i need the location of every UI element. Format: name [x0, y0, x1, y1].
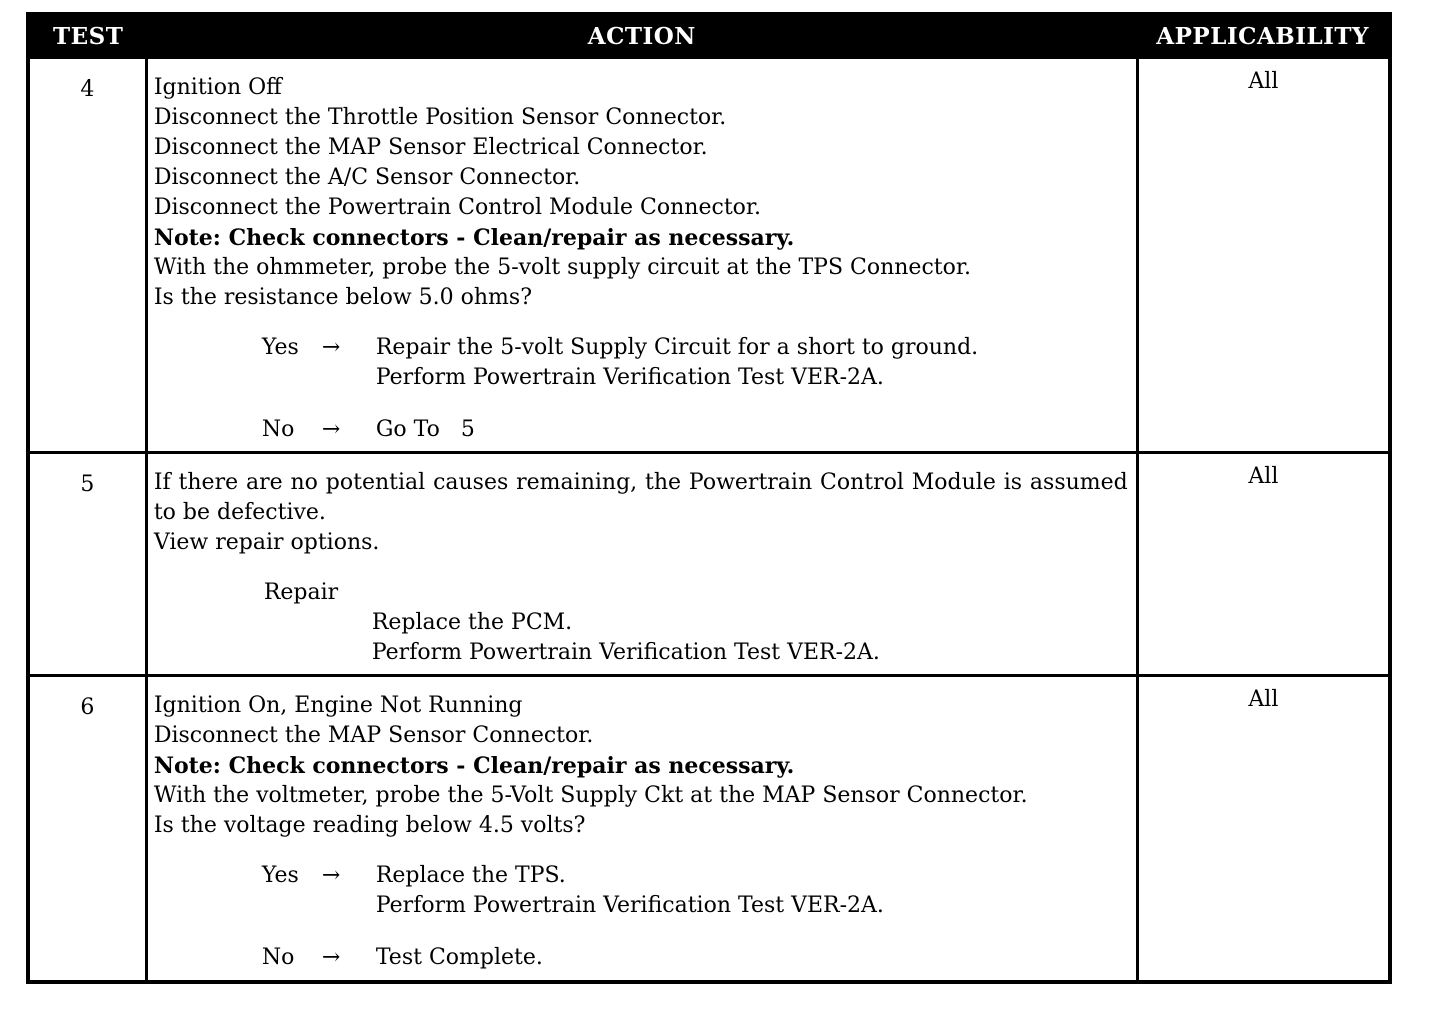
right-arrow-icon: →	[321, 335, 341, 360]
response-line: Perform Powertrain Verification Test VER-2A.	[375, 893, 884, 918]
diagnostic-test-table	[26, 12, 1392, 984]
action-line: Disconnect the Powertrain Control Module Connector.	[153, 195, 761, 220]
response-block	[262, 333, 1128, 445]
action-line: Disconnect the A/C Sensor Connector.	[153, 165, 581, 190]
action-cell	[146, 676, 1137, 982]
right-arrow-icon: →	[321, 945, 341, 970]
header-test: TEST	[28, 14, 146, 58]
applicability-value: All	[1137, 453, 1390, 676]
note-line: Note: Check connectors - Clean/repair as necessary.	[153, 753, 795, 779]
table-row-test-5	[28, 453, 1390, 676]
action-line: Disconnect the MAP Sensor Connector.	[153, 723, 594, 748]
response-label: No	[261, 945, 295, 970]
action-line: Disconnect the Throttle Position Sensor Connector.	[153, 105, 727, 130]
response-body	[376, 943, 543, 973]
applicability-value: All	[1137, 58, 1390, 453]
response-line: Go To 5	[375, 417, 475, 442]
header-applicability: APPLICABILITY	[1137, 14, 1390, 58]
response-line: Test Complete.	[375, 945, 543, 970]
question-line: Is the resistance below 5.0 ohms?	[153, 285, 533, 310]
response-no	[262, 943, 1128, 973]
action-cell	[146, 58, 1137, 453]
action-paragraph: If there are no potential causes remaining, the Powertrain Control Module is assumed to be defective.	[153, 470, 1128, 525]
right-arrow-icon: →	[321, 417, 341, 442]
response-label: Yes	[261, 335, 299, 360]
note-line: Note: Check connectors - Clean/repair as necessary.	[153, 225, 795, 251]
action-line: With the ohmmeter, probe the 5-volt supply circuit at the TPS Connector.	[153, 255, 971, 280]
action-cell	[146, 453, 1137, 676]
response-block	[262, 861, 1128, 973]
response-body	[376, 861, 884, 921]
table-row-test-6	[28, 676, 1390, 982]
action-line: View repair options.	[153, 530, 380, 555]
right-arrow-icon: →	[321, 863, 341, 888]
repair-line: Perform Powertrain Verification Test VER-2A.	[371, 640, 880, 665]
repair-block	[264, 578, 1128, 668]
question-line: Is the voltage reading below 4.5 volts?	[153, 813, 586, 838]
response-body	[376, 415, 475, 445]
response-yes	[262, 333, 1128, 393]
response-line: Replace the TPS.	[375, 863, 566, 888]
response-label: No	[261, 417, 295, 442]
response-body	[376, 333, 978, 393]
header-action: ACTION	[146, 14, 1137, 58]
repair-body	[372, 608, 1128, 668]
response-line: Perform Powertrain Verification Test VER-2A.	[375, 365, 884, 390]
repair-label: Repair	[263, 580, 339, 605]
test-number: 4	[28, 58, 146, 453]
action-line: With the voltmeter, probe the 5-Volt Supply Ckt at the MAP Sensor Connector.	[153, 783, 1028, 808]
action-line: Ignition Off	[153, 75, 282, 100]
table-header-row	[28, 14, 1390, 58]
test-number: 5	[28, 453, 146, 676]
repair-line: Replace the PCM.	[371, 610, 573, 635]
response-label: Yes	[261, 863, 299, 888]
applicability-value: All	[1137, 676, 1390, 982]
response-no	[262, 415, 1128, 445]
test-number: 6	[28, 676, 146, 982]
table-row-test-4	[28, 58, 1390, 453]
response-yes	[262, 861, 1128, 921]
action-line: Disconnect the MAP Sensor Electrical Connector.	[153, 135, 708, 160]
action-line: Ignition On, Engine Not Running	[153, 693, 523, 718]
response-line: Repair the 5-volt Supply Circuit for a short to ground.	[375, 335, 979, 360]
